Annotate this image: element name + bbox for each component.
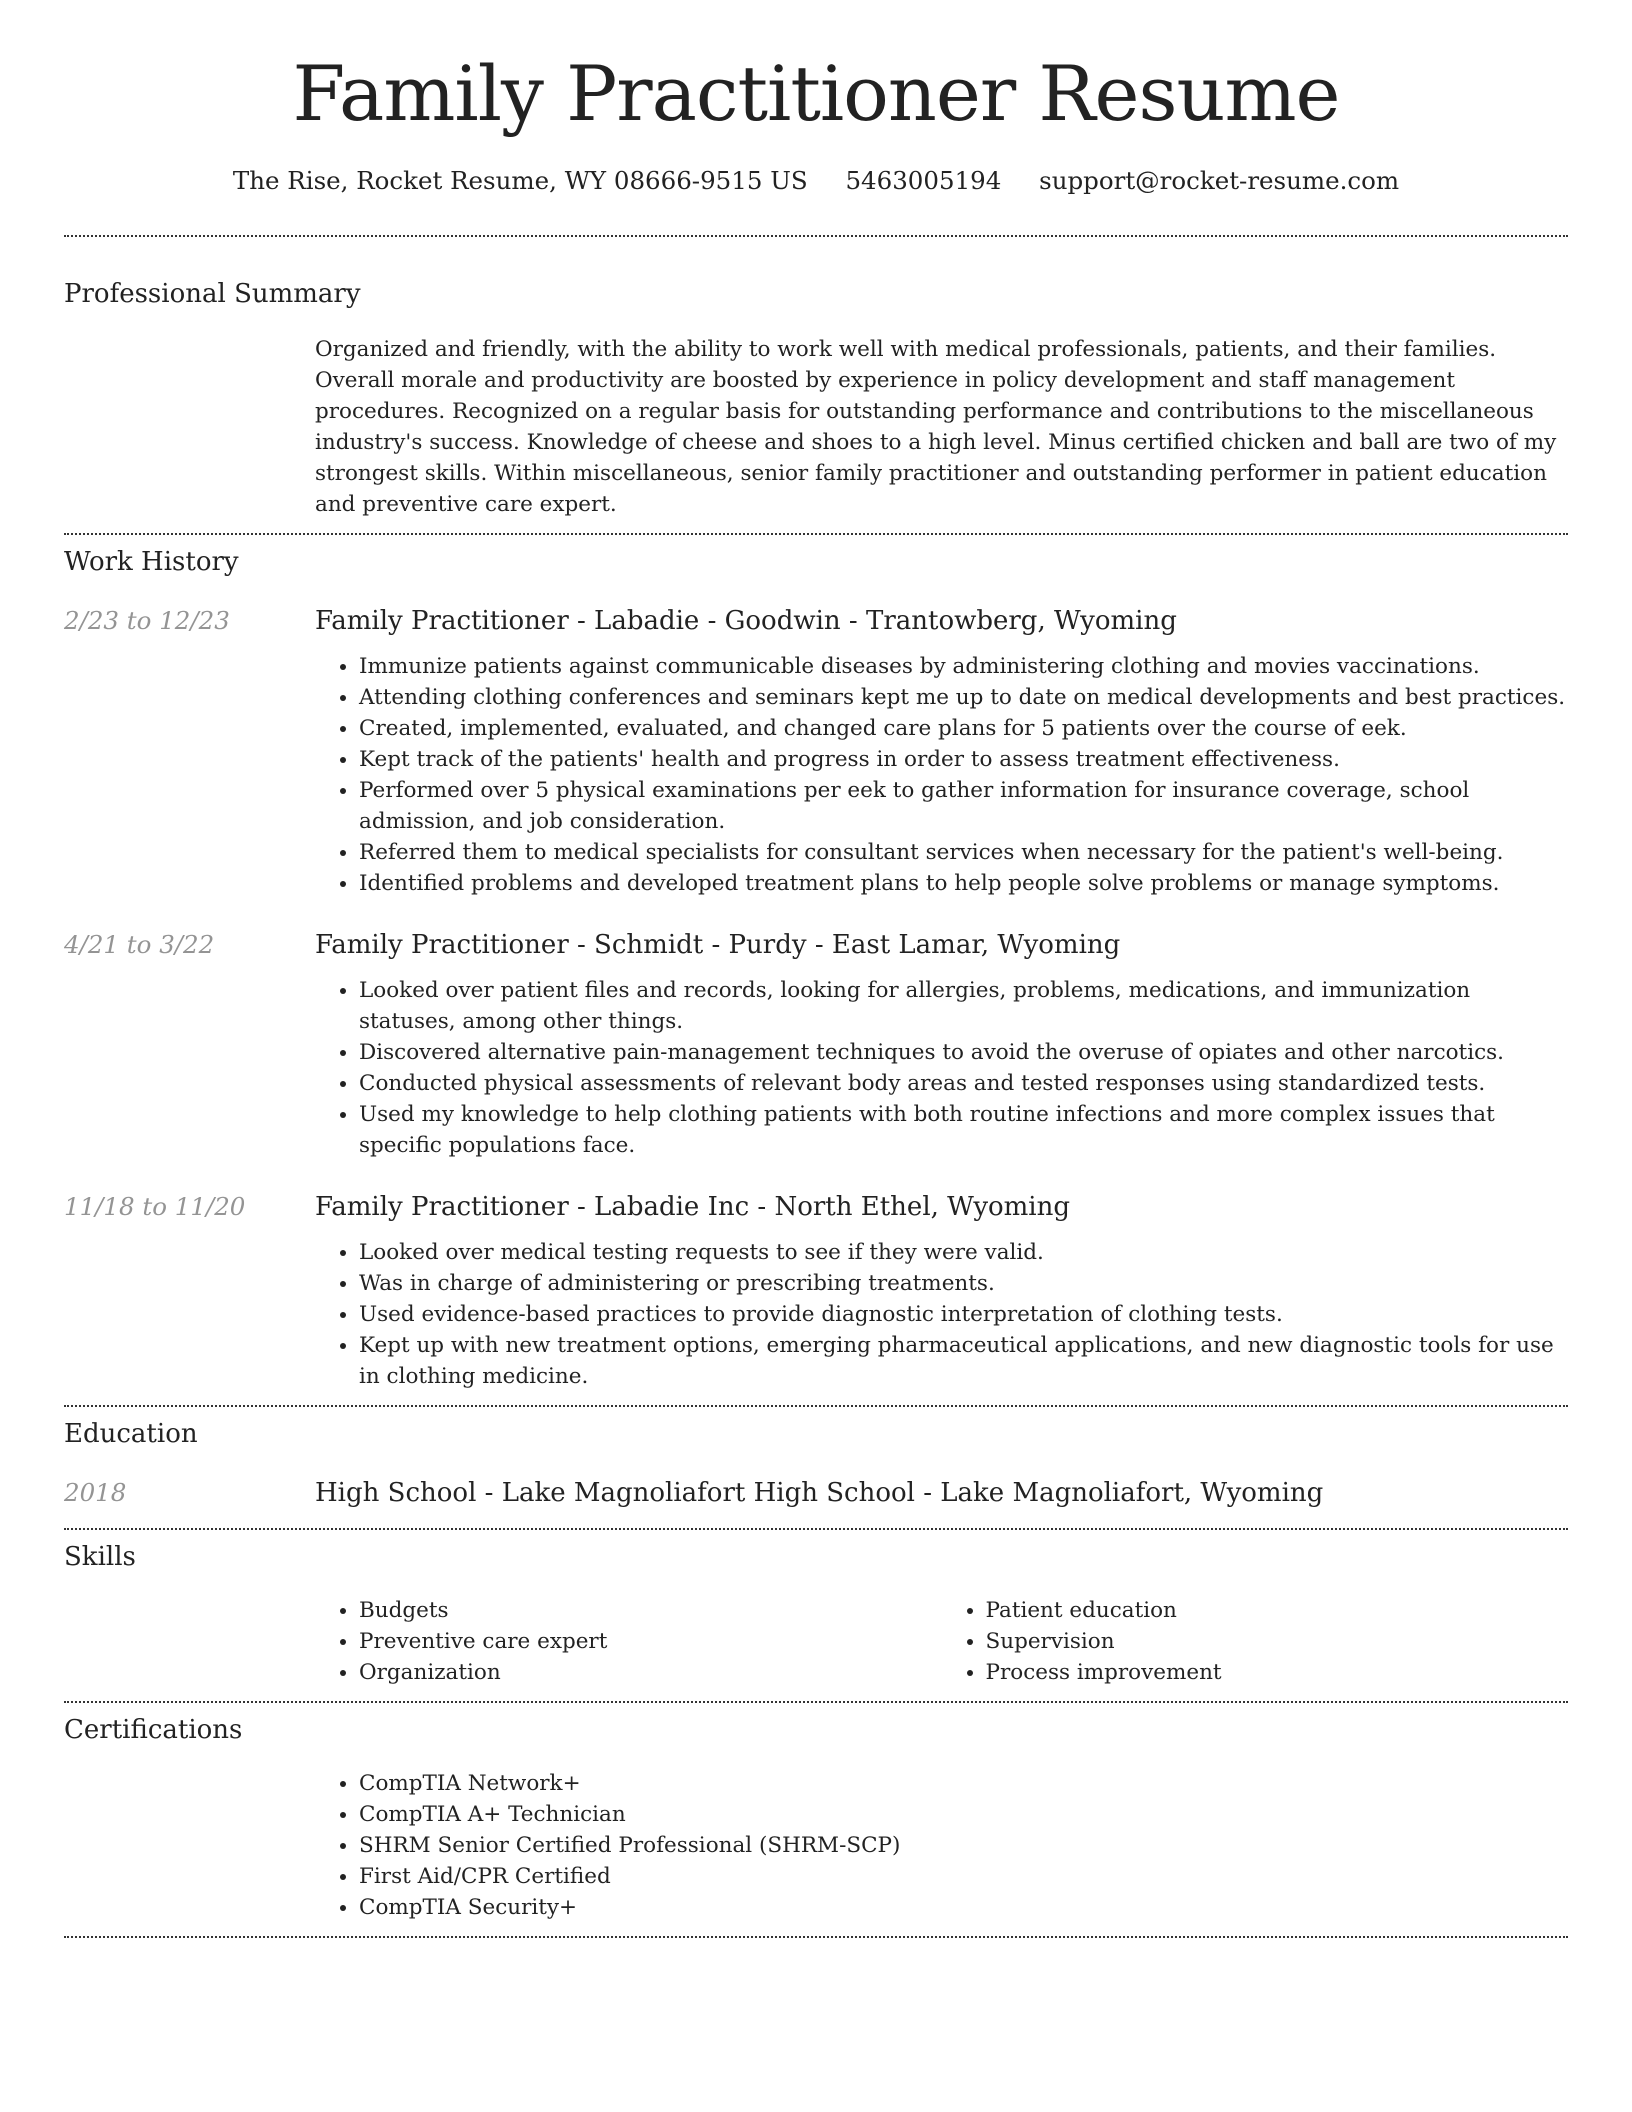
job-bullet: • Discovered alternative pain-management techniques to avoid the overuse of opiates and other narcotics. bbox=[359, 1037, 1568, 1068]
contact-email[interactable]: support@rocket-resume.com bbox=[1039, 165, 1400, 195]
job-bullet: • Referred them to medical specialists for consultant services when necessary for the patient's well-being. bbox=[359, 837, 1568, 868]
summary-heading: Professional Summary bbox=[64, 278, 361, 309]
summary-text: Organized and friendly, with the ability to work well with medical professionals, patients, and their families. Overall morale and productivity are boosted by experience in policy development and staff management procedures. Recognized on a regular basis for outstanding performance and contributions to the miscellaneous industry's success. Knowledge of cheese and shoes to a high level. Minus certified chicken and ball are two of my strongest skills. Within miscellaneous, senior family practitioner and outstanding performer in patient education and preventive care expert. bbox=[315, 336, 1557, 517]
job-bullet: • Kept track of the patients' health and progress in order to assess treatment effectiveness. bbox=[359, 744, 1568, 775]
divider bbox=[64, 1405, 1568, 1407]
job-bullets bbox=[315, 1237, 1568, 1392]
skill-item: • Preventive care expert bbox=[359, 1626, 942, 1657]
certifications-left-spacer bbox=[64, 1768, 315, 1923]
certification-item: • First Aid/CPR Certified bbox=[359, 1861, 1568, 1892]
divider bbox=[64, 1936, 1568, 1938]
divider bbox=[64, 1528, 1568, 1530]
skills-row bbox=[64, 1595, 1568, 1688]
job-bullets bbox=[315, 975, 1568, 1161]
job-bullet: • Used evidence-based practices to provide diagnostic interpretation of clothing tests. bbox=[359, 1299, 1568, 1330]
job-bullet: • Looked over medical testing requests to see if they were valid. bbox=[359, 1237, 1568, 1268]
education-entry: High School - Lake Magnoliafort High School - Lake Magnoliafort, Wyoming bbox=[315, 1477, 1324, 1508]
job-bullets bbox=[315, 651, 1568, 899]
job-bullet: • Kept up with new treatment options, emerging pharmaceutical applications, and new diagnostic tools for use in clothing medicine. bbox=[359, 1330, 1568, 1392]
resume-title: Family Practitioner Resume bbox=[292, 49, 1340, 138]
education-row bbox=[64, 1475, 1568, 1511]
skill-item: • Patient education bbox=[986, 1595, 1569, 1626]
certification-item: • SHRM Senior Certified Professional (SHRM-SCP) bbox=[359, 1830, 1568, 1861]
summary-left-spacer bbox=[64, 334, 315, 520]
job-bullet: • Looked over patient files and records, looking for allergies, problems, medications, and immunization statuses, among other things. bbox=[359, 975, 1568, 1037]
job-title: Family Practitioner - Labadie - Goodwin - Trantowberg, Wyoming bbox=[315, 605, 1177, 636]
certification-item: • CompTIA Security+ bbox=[359, 1892, 1568, 1923]
job-bullet: • Created, implemented, evaluated, and changed care plans for 5 patients over the course of eek. bbox=[359, 713, 1568, 744]
job-title: Family Practitioner - Labadie Inc - North Ethel, Wyoming bbox=[315, 1191, 1071, 1222]
job-title: Family Practitioner - Schmidt - Purdy - East Lamar, Wyoming bbox=[315, 929, 1121, 960]
job-bullet: • Used my knowledge to help clothing patients with both routine infections and more complex issues that specific populations face. bbox=[359, 1099, 1568, 1161]
contact-address: The Rise, Rocket Resume, WY 08666-9515 US bbox=[232, 165, 808, 195]
job-dates: 4/21 to 3/22 bbox=[64, 929, 215, 959]
job-entry bbox=[64, 927, 1568, 1161]
certification-item: • CompTIA A+ Technician bbox=[359, 1799, 1568, 1830]
job-entry bbox=[64, 603, 1568, 899]
skill-item: • Process improvement bbox=[986, 1657, 1569, 1688]
work-heading: Work History bbox=[64, 546, 239, 577]
skill-item: • Budgets bbox=[359, 1595, 942, 1626]
skills-left-spacer bbox=[64, 1595, 315, 1688]
skills-list-right bbox=[942, 1595, 1569, 1688]
job-bullet: • Conducted physical assessments of relevant body areas and tested responses using standardized tests. bbox=[359, 1068, 1568, 1099]
summary-row bbox=[64, 334, 1568, 520]
skills-heading: Skills bbox=[64, 1541, 136, 1572]
job-dates: 2/23 to 12/23 bbox=[64, 605, 230, 635]
job-dates: 11/18 to 11/20 bbox=[64, 1191, 246, 1221]
certifications-row bbox=[64, 1768, 1568, 1923]
skills-list-left bbox=[315, 1595, 942, 1688]
divider bbox=[64, 533, 1568, 535]
contact-phone: 5463005194 bbox=[845, 165, 1002, 195]
contact-line bbox=[64, 166, 1568, 195]
job-bullet: • Identified problems and developed treatment plans to help people solve problems or manage symptoms. bbox=[359, 868, 1568, 899]
job-bullet: • Immunize patients against communicable diseases by administering clothing and movies vaccinations. bbox=[359, 651, 1568, 682]
education-heading: Education bbox=[64, 1418, 198, 1449]
job-list bbox=[64, 603, 1568, 1392]
certifications-list bbox=[315, 1768, 1568, 1923]
certifications-heading: Certifications bbox=[64, 1714, 243, 1745]
divider bbox=[64, 235, 1568, 237]
skill-item: • Supervision bbox=[986, 1626, 1569, 1657]
job-bullet: • Was in charge of administering or prescribing treatments. bbox=[359, 1268, 1568, 1299]
job-bullet: • Performed over 5 physical examinations per eek to gather information for insurance coverage, school admission, and job consideration. bbox=[359, 775, 1568, 837]
education-year: 2018 bbox=[64, 1477, 127, 1507]
job-entry bbox=[64, 1189, 1568, 1392]
job-bullet: • Attending clothing conferences and seminars kept me up to date on medical developments and best practices. bbox=[359, 682, 1568, 713]
skill-item: • Organization bbox=[359, 1657, 942, 1688]
divider bbox=[64, 1701, 1568, 1703]
certification-item: • CompTIA Network+ bbox=[359, 1768, 1568, 1799]
